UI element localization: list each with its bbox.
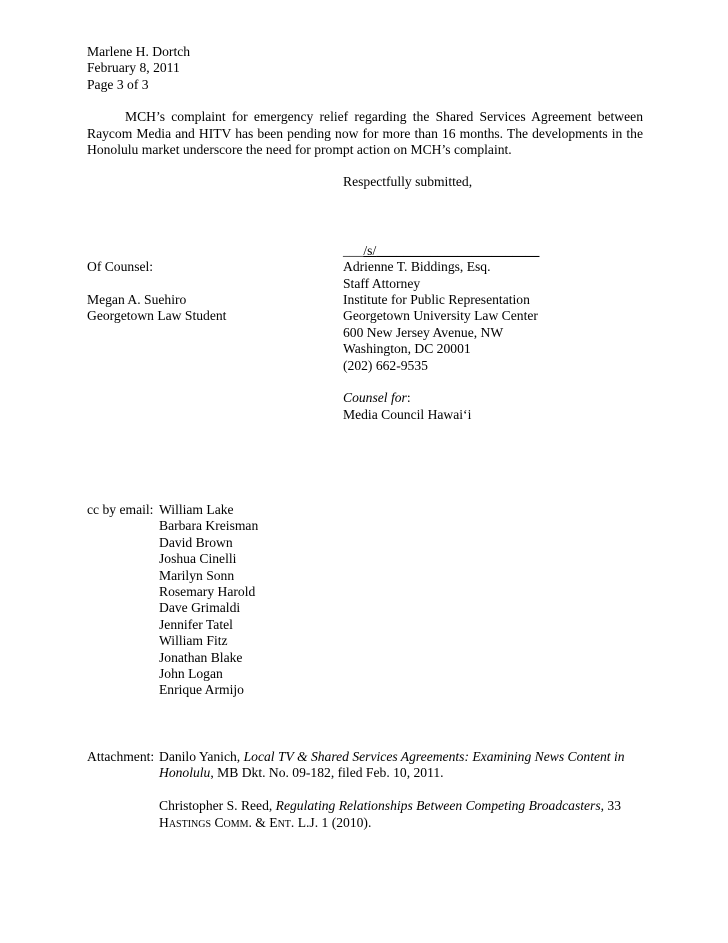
signature-section — [87, 243, 647, 423]
attorney-name: Adrienne T. Biddings, Esq. — [343, 259, 491, 275]
body-paragraph-text: MCH’s complaint for emergency relief regarding the Shared Services Agreement between Raycom Media and HITV has been pending now for more than 16 months. The developments in the Honolulu market underscore the need for prompt action on MCH’s complaint. — [87, 109, 643, 157]
attorney-title: Staff Attorney — [343, 275, 421, 291]
cc-name: David Brown — [159, 534, 233, 550]
cc-name: Marilyn Sonn — [159, 567, 235, 583]
attorney-school: Georgetown University Law Center — [343, 308, 538, 324]
counsel-for-label — [343, 390, 411, 406]
attachment-author: Danilo Yanich, — [159, 749, 244, 764]
attorney-org: Institute for Public Representation — [343, 291, 530, 307]
attachment-item — [159, 749, 647, 782]
counsel-for-italic: Counsel for — [343, 390, 407, 406]
cc-name: Dave Grimaldi — [159, 600, 241, 616]
closing-row — [87, 174, 647, 190]
attachment-citation: , MB Dkt. No. 09-182, filed Feb. 10, 2011. — [210, 765, 444, 781]
attorney-address-street: 600 New Jersey Avenue, NW — [343, 324, 504, 340]
cc-name: Barbara Kreisman — [159, 518, 259, 534]
attachment-citation: L.J. 1 (2010). — [294, 814, 372, 830]
cc-name: Joshua Cinelli — [159, 551, 237, 567]
cc-name: John Logan — [159, 665, 223, 681]
attachment-label: Attachment: — [87, 749, 155, 764]
letter-date: February 8, 2011 — [87, 60, 180, 76]
attachment-citation: , 33 — [600, 798, 622, 814]
signature-mark: /s/ — [363, 242, 377, 258]
attorney-address-city: Washington, DC 20001 — [343, 341, 471, 357]
attachment-list — [159, 749, 647, 847]
attachment-title: Local TV & Shared Services Agreements: Examining News Content in Honolulu — [159, 749, 625, 781]
cc-name: William Lake — [159, 502, 234, 517]
cc-name: William Fitz — [159, 633, 228, 649]
attachment-item — [159, 798, 647, 831]
attachment-title: Regulating Relationships Between Competing Broadcasters — [275, 798, 601, 814]
cc-name: Jennifer Tatel — [159, 616, 233, 632]
of-counsel-name: Megan A. Suehiro — [87, 291, 187, 307]
recipient-name: Marlene H. Dortch — [87, 44, 191, 59]
cc-label: cc by email: — [87, 502, 154, 517]
cc-name: Rosemary Harold — [159, 583, 256, 599]
body-paragraph — [87, 109, 643, 158]
attachment-author: Christopher S. Reed, — [159, 798, 276, 814]
attorney-phone: (202) 662-9535 — [343, 357, 428, 373]
letter-header — [87, 44, 647, 93]
page-number: Page 3 of 3 — [87, 76, 149, 92]
attachment-journal: Hastings Comm. & Ent. — [159, 814, 295, 830]
signature-lead: ___ — [343, 242, 364, 258]
signature-line — [343, 243, 539, 259]
cc-list — [159, 502, 258, 699]
client-name: Media Council Hawai‘i — [343, 406, 472, 422]
of-counsel-label: Of Counsel: — [87, 259, 154, 275]
counsel-for-colon: : — [406, 390, 411, 406]
of-counsel-title: Georgetown Law Student — [87, 308, 227, 324]
cc-name: Enrique Armijo — [159, 682, 244, 698]
letter-page — [87, 44, 647, 830]
cc-name: Jonathan Blake — [159, 649, 243, 665]
signature-trail: ________________________ — [376, 242, 540, 258]
closing-text: Respectfully submitted, — [343, 174, 473, 190]
